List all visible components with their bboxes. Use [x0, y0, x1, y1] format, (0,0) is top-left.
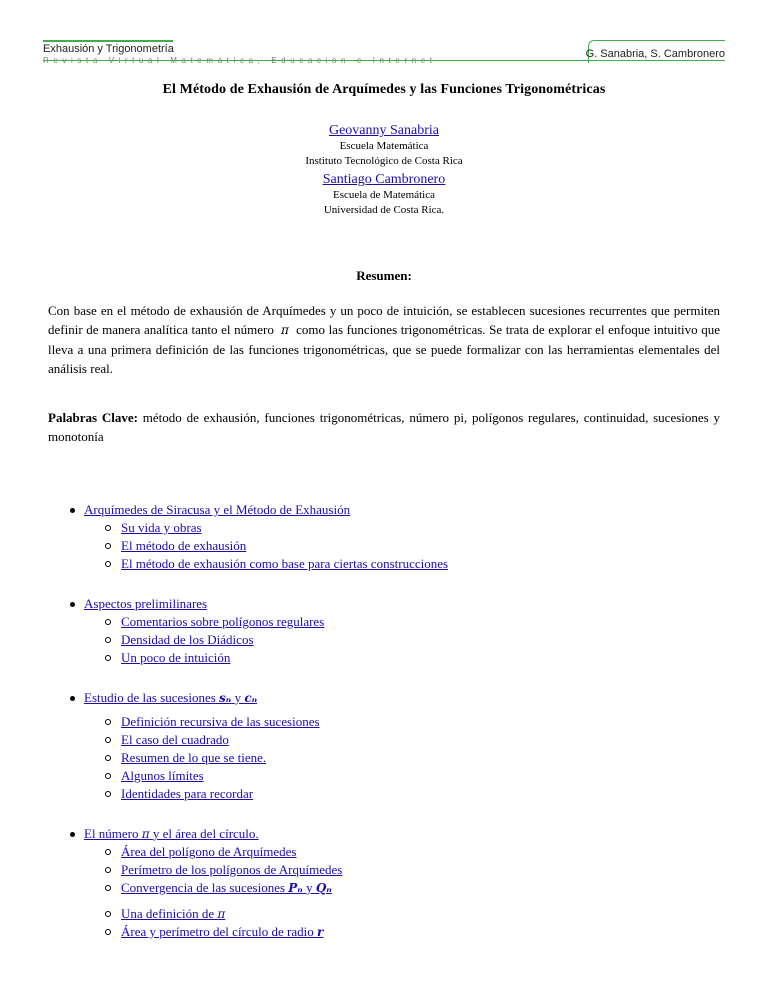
toc-link[interactable]: [121, 906, 225, 921]
author-2: [48, 171, 720, 218]
toc-link[interactable]: Identidades para recordar: [121, 786, 254, 801]
abstract-part-1: Con base en el método de exhausión de Arquímedes y un poco de intuición, se establecen sucesiones recurrentes que permiten definir de manera analítica tanto el número: [48, 303, 720, 337]
toc-item: [48, 689, 720, 707]
q-n-symbol: Qₙ: [315, 881, 332, 895]
toc-subitem: [48, 537, 720, 555]
toc-link-text: Convergencia de las sucesiones: [121, 880, 286, 895]
circle-bullet-icon: [105, 655, 111, 661]
pi-symbol: π: [141, 827, 150, 841]
circle-bullet-icon: [105, 543, 111, 549]
p-n-symbol: Pₙ: [288, 881, 303, 895]
keywords: [48, 408, 720, 446]
toc-link[interactable]: [84, 690, 257, 705]
bullet-icon: [70, 602, 75, 607]
author-2-affil-2: Universidad de Costa Rica.: [323, 204, 445, 216]
toc-subitem: [48, 519, 720, 537]
toc-link[interactable]: El caso del cuadrado: [121, 732, 229, 747]
toc-link[interactable]: Resumen de lo que se tiene.: [121, 750, 267, 765]
pi-symbol: π: [217, 907, 226, 921]
toc-item: [48, 501, 720, 519]
toc-item: [48, 825, 720, 843]
circle-bullet-icon: [105, 561, 111, 567]
toc-subitem: [48, 713, 720, 731]
circle-bullet-icon: [105, 619, 111, 625]
toc-subitem: [48, 631, 720, 649]
toc-subitem: [48, 555, 720, 573]
toc-link[interactable]: Perímetro de los polígonos de Arquímedes: [121, 862, 343, 877]
circle-bullet-icon: [105, 773, 111, 779]
toc-subitem: [48, 649, 720, 667]
author-1-link[interactable]: Geovanny Sanabria: [328, 123, 440, 138]
header-authors: G. Sanabria, S. Cambronero: [585, 48, 725, 60]
author-1: [48, 122, 720, 169]
toc-subitem: [48, 785, 720, 803]
toc-link-text: Área y perímetro del círculo de radio: [121, 924, 314, 939]
toc-subitem: [48, 923, 720, 941]
author-1-affil-1: Escuela Matemática: [339, 140, 429, 152]
abstract-part-2: como las funciones trigonométricas. Se trata de explorar el enfoque intuitivo que lleva a una primera definición de las funciones trigonométricas, que se puede formalizar con las herramientas elementales del análisis real.: [48, 322, 721, 376]
toc-link[interactable]: Aspectos prelimilinares: [84, 596, 208, 611]
abstract: [48, 301, 720, 378]
toc-subitem: [48, 731, 720, 749]
keywords-text: método de exhausión, funciones trigonométricas, número pi, polígonos regulares, continuidad, sucesiones y monotonía: [48, 410, 721, 444]
toc-subitem: [48, 767, 720, 785]
toc-link[interactable]: Arquímedes de Siracusa y el Método de Exhausión: [84, 502, 351, 517]
bullet-icon: [70, 832, 75, 837]
toc-link[interactable]: [121, 880, 332, 895]
toc-link[interactable]: Un poco de intuición: [121, 650, 231, 665]
s-n-symbol: sₙ: [219, 691, 232, 705]
document-title: El Método de Exhausión de Arquímedes y las Funciones Trigonométricas: [162, 82, 606, 97]
bullet-icon: [70, 696, 75, 701]
circle-bullet-icon: [105, 849, 111, 855]
circle-bullet-icon: [105, 867, 111, 873]
toc-link[interactable]: Área del polígono de Arquímedes: [121, 844, 297, 859]
circle-bullet-icon: [105, 885, 111, 891]
toc-group-4: [48, 825, 720, 941]
circle-bullet-icon: [105, 791, 111, 797]
pi-symbol: π: [281, 323, 289, 337]
toc-subitem: [48, 879, 720, 897]
toc-group-3: [48, 689, 720, 803]
circle-bullet-icon: [105, 911, 111, 917]
circle-bullet-icon: [105, 929, 111, 935]
circle-bullet-icon: [105, 755, 111, 761]
toc-item: [48, 595, 720, 613]
toc-link[interactable]: Densidad de los Diádicos: [121, 632, 254, 647]
toc-subitem: [48, 613, 720, 631]
c-n-symbol: cₙ: [244, 691, 258, 705]
bullet-icon: [70, 508, 75, 513]
author-1-affil-2: Instituto Tecnológico de Costa Rica: [305, 155, 463, 167]
toc-subitem: [48, 843, 720, 861]
header-rule: [43, 60, 725, 61]
toc-link[interactable]: Comentarios sobre polígonos regulares: [121, 614, 325, 629]
page-header: [0, 0, 768, 60]
circle-bullet-icon: [105, 637, 111, 643]
table-of-contents: [48, 501, 720, 941]
author-2-affil-1: Escuela de Matemática: [332, 189, 435, 201]
circle-bullet-icon: [105, 737, 111, 743]
circle-bullet-icon: [105, 525, 111, 531]
abstract-heading: Resumen:: [356, 268, 412, 283]
toc-link[interactable]: Definición recursiva de las sucesiones: [121, 714, 320, 729]
authors: [48, 122, 720, 218]
toc-link-text: El número: [84, 826, 139, 841]
toc-link-text: y el área del círculo.: [152, 826, 259, 841]
toc-link[interactable]: [84, 826, 259, 841]
toc-subitem: [48, 861, 720, 879]
r-symbol: r: [317, 925, 324, 939]
toc-subitem: [48, 749, 720, 767]
toc-group-1: [48, 501, 720, 573]
document-body: [48, 82, 720, 963]
author-2-link[interactable]: Santiago Cambronero: [322, 172, 446, 187]
header-rule-left: [43, 40, 173, 42]
toc-link[interactable]: El método de exhausión: [121, 538, 247, 553]
toc-link[interactable]: El método de exhausión como base para ciertas construcciones: [121, 556, 449, 571]
toc-link-text: Una definición de: [121, 906, 215, 921]
circle-bullet-icon: [105, 719, 111, 725]
toc-group-2: [48, 595, 720, 667]
toc-link-text: y: [306, 880, 313, 895]
header-left-title: Exhausión y Trigonometría: [43, 43, 174, 55]
toc-subitem: [48, 905, 720, 923]
toc-link-text: Estudio de las sucesiones: [84, 690, 216, 705]
toc-link-text: y: [234, 690, 242, 705]
toc-link[interactable]: Su vida y obras: [121, 520, 202, 535]
keywords-label: Palabras Clave:: [48, 410, 138, 425]
toc-link[interactable]: Algunos límites: [121, 768, 204, 783]
toc-link[interactable]: [121, 924, 323, 939]
